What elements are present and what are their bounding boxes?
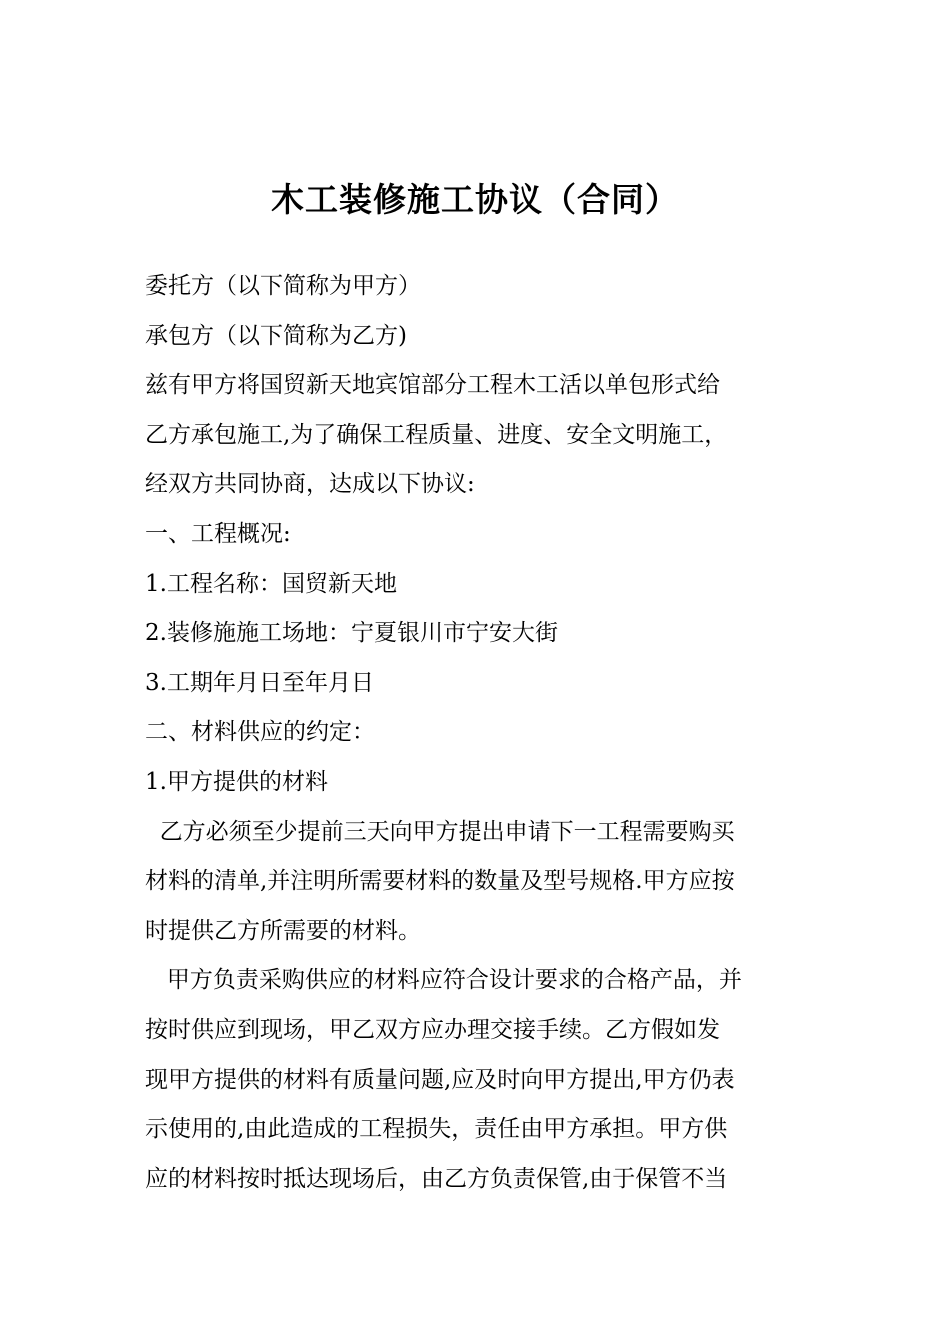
- list-item: 3.工期年月日至年月日: [145, 669, 374, 696]
- paragraph-line: 材料的清单,并注明所需要材料的数量及型号规格.甲方应按: [145, 868, 735, 895]
- document-body: [145, 262, 815, 1204]
- paragraph-line: 承包方（以下简称为乙方): [145, 322, 407, 349]
- paragraph-line: 乙方承包施工,为了确保工程质量、进度、安全文明施工，: [145, 421, 728, 448]
- list-item: 2.装修施施工场地：宁夏银川市宁安大街: [145, 620, 558, 647]
- paragraph-line: 委托方（以下简称为甲方）: [145, 273, 421, 299]
- paragraph-line: 兹有甲方将国贸新天地宾馆部分工程木工活以单包形式给: [145, 372, 720, 399]
- paragraph-line: 按时供应到现场，甲乙双方应办理交接手续。乙方假如发: [145, 1016, 720, 1043]
- paragraph-line: 应的材料按时抵达现场后，由乙方负责保管,由于保管不当: [145, 1165, 728, 1192]
- paragraph-line: 甲方负责采购供应的材料应符合设计要求的合格产品，并: [145, 967, 742, 994]
- section-heading: 二、材料供应的约定：: [145, 719, 375, 746]
- list-item: 1.工程名称：国贸新天地: [145, 570, 397, 597]
- section-heading: 一、工程概况:: [145, 520, 291, 547]
- list-item: 1.甲方提供的材料: [145, 768, 328, 795]
- paragraph-line: 乙方必须至少提前三天向甲方提出申请下一工程需要购买: [145, 818, 735, 845]
- document-title: 木工装修施工协议（合同）: [271, 180, 679, 219]
- paragraph-line: 经双方共同协商，达成以下协议:: [145, 471, 475, 498]
- paragraph-line: 现甲方提供的材料有质量问题,应及时向甲方提出,甲方仍表: [145, 1066, 735, 1093]
- paragraph-line: 时提供乙方所需要的材料。: [145, 917, 421, 944]
- paragraph-line: 示使用的,由此造成的工程损失，责任由甲方承担。甲方供: [145, 1116, 728, 1143]
